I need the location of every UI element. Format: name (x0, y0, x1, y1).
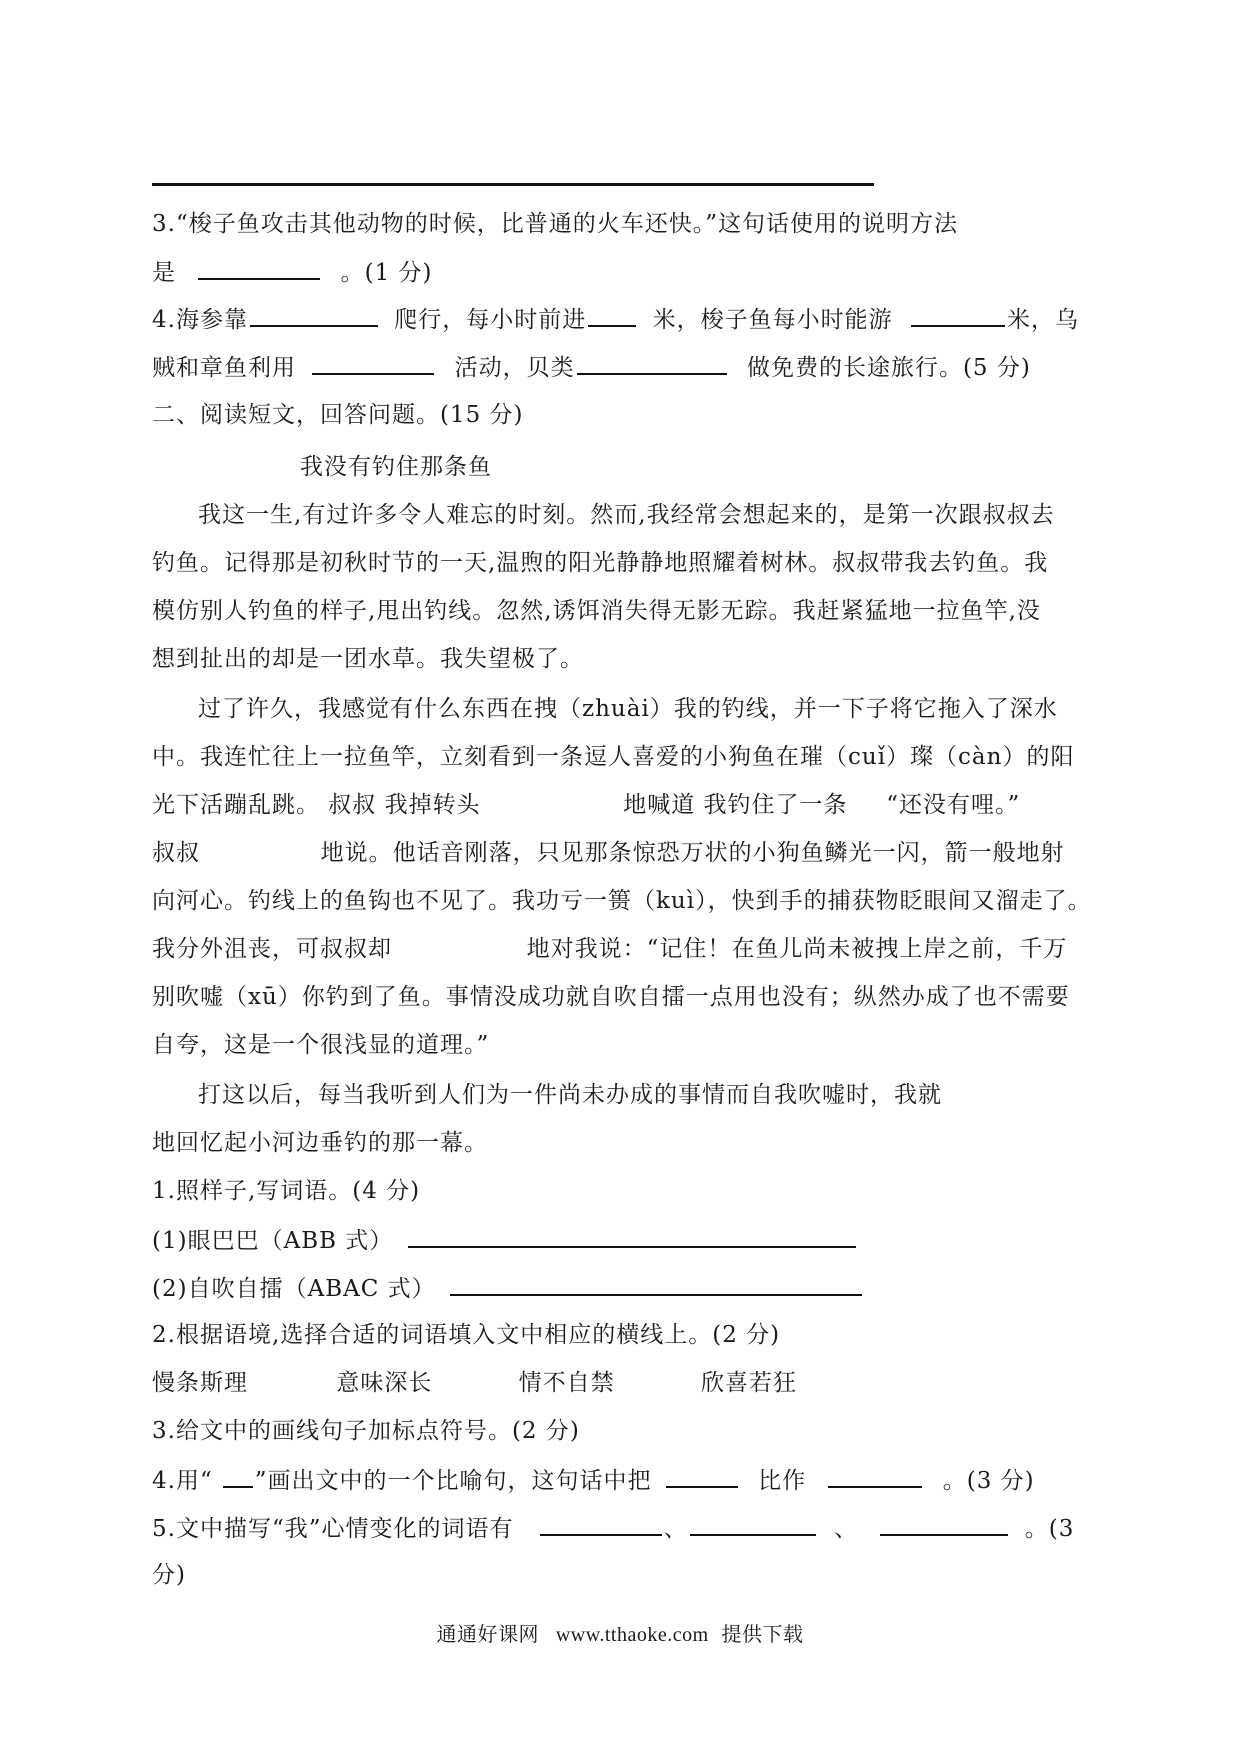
footer-site-name: 通通好课网 (436, 1622, 539, 1646)
question-2: 2.根据语境,选择合适的词语填入文中相应的横线上。(2 分) (152, 1322, 781, 1348)
footer-suffix: 提供下载 (721, 1622, 804, 1646)
q3-line1: 3.“梭子鱼攻击其他动物的时候，比普通的火车还快。”这句话使用的说明方法 (152, 211, 958, 237)
word-choice: 情不自禁 (518, 1370, 615, 1396)
para1-line3: 模仿别人钓鱼的样子,甩出钓线。忽然,诱饵消失得无影无踪。我赶紧猛地一拉鱼竿,没 (152, 598, 1041, 624)
question-1: 1.照样子,写词语。(4 分) (152, 1178, 421, 1204)
question-1a (152, 1224, 858, 1256)
word-choices (152, 1368, 797, 1398)
answer-blank[interactable] (666, 1464, 738, 1488)
page-footer (0, 1618, 1240, 1647)
answer-blank[interactable] (880, 1512, 1008, 1536)
question-5-a: 5.文中描写“我”心情变化的词语有 (152, 1516, 514, 1542)
para2-line7: 别吹嘘（xū）你钓到了鱼。事情没成功就自吹自擂一点用也没有；纵然办成了也不需要 (152, 984, 1070, 1010)
q4-part4: 米，乌 (1006, 307, 1079, 333)
question-5-sep1: 、 (663, 1516, 688, 1542)
para1-line4: 想到扯出的却是一团水草。我失望极了。 (152, 646, 584, 672)
q4-line2 (152, 351, 1031, 383)
para2-line2: 中。我连忙往上一拉鱼竿，立刻看到一条逗人喜爱的小狗鱼在璀（cuǐ）璨（càn）的阳 (152, 744, 1075, 770)
q3-post: 。(1 分) (340, 260, 433, 286)
answer-blank[interactable] (450, 1272, 862, 1296)
q3-line2 (152, 256, 433, 288)
question-4-a: 4.用“ (152, 1468, 213, 1494)
question-5-b: 。(3 (1024, 1516, 1075, 1542)
answer-blank[interactable] (198, 256, 320, 280)
q4-part6: 活动，贝类 (454, 355, 575, 381)
question-1b-label: (2)自吹自擂（ABAC 式） (152, 1276, 436, 1302)
answer-blank[interactable] (828, 1464, 922, 1488)
q4-part5: 贼和章鱼利用 (152, 355, 296, 381)
story-title: 我没有钓住那条鱼 (300, 454, 492, 480)
answer-blank[interactable] (408, 1224, 856, 1248)
para2-line3-a: 光下活蹦乱跳。 叔叔 我掉转头 (152, 792, 481, 818)
para2-line1: 过了许久，我感觉有什么东西在拽（zhuài）我的钓线，并一下子将它拖入了深水 (198, 696, 1058, 722)
answer-blank[interactable] (312, 351, 434, 375)
q4-part1: 4.海参靠 (152, 307, 248, 333)
para2-line6-b: 地对我说：“记住！在鱼儿尚未被拽上岸之前，千万 (526, 936, 1068, 962)
question-1a-label: (1)眼巴巴（ABB 式） (152, 1228, 394, 1254)
answer-blank[interactable] (540, 1512, 662, 1536)
para2-line3-c: “还没有哩。” (886, 792, 1021, 818)
para2-line5: 向河心。钓线上的鱼钩也不见了。我功亏一篑（kuì），快到手的捕获物眨眼间又溜走了。 (152, 888, 1092, 914)
word-choice: 欣喜若狂 (700, 1370, 797, 1396)
q4-part7: 做免费的长途旅行。(5 分) (746, 355, 1031, 381)
word-choice: 慢条斯理 (152, 1370, 248, 1396)
answer-blank[interactable] (588, 303, 636, 327)
underline-sample (223, 1464, 253, 1488)
q4-line1 (152, 303, 1079, 335)
answer-blank[interactable] (690, 1512, 816, 1536)
q3-pre: 是 (152, 260, 176, 286)
para2-line6 (152, 934, 1067, 964)
q4-part2: 爬行，每小时前进 (394, 307, 587, 333)
footer-url[interactable]: www.tthaoke.com (555, 1624, 709, 1646)
question-4 (152, 1464, 1035, 1496)
q4-part3: 米，梭子鱼每小时能游 (652, 307, 893, 333)
question-1b (152, 1272, 864, 1304)
question-5 (152, 1512, 1074, 1544)
section-heading: 二、阅读短文，回答问题。(15 分) (152, 402, 524, 428)
para2-line4-a: 叔叔 (152, 840, 200, 866)
para3-line2: 地回忆起小河边垂钓的那一幕。 (152, 1130, 488, 1156)
para2-line6-a: 我分外沮丧，可叔叔却 (152, 936, 392, 962)
question-4-b: ”画出文中的一个比喻句，这句话中把 (254, 1468, 652, 1494)
question-4-c: 比作 (758, 1468, 807, 1494)
para1-line1: 我这一生,有过许多令人难忘的时刻。然而,我经常会想起来的，是第一次跟叔叔去 (198, 502, 1055, 528)
top-rule (152, 183, 874, 186)
question-5-sep2: 、 (834, 1516, 859, 1542)
para2-line4 (152, 838, 1065, 868)
para2-line4-b: 地说。他话音刚落，只见那条惊恐万状的小狗鱼鳞光一闪，箭一般地射 (320, 840, 1065, 866)
para1-line2: 钓鱼。记得那是初秋时节的一天,温煦的阳光静静地照耀着树林。叔叔带我去钓鱼。我 (152, 550, 1049, 576)
answer-blank[interactable] (250, 303, 378, 327)
para2-line3-b: 地喊道 我钓住了一条 (623, 792, 848, 818)
para3-line1: 打这以后，每当我听到人们为一件尚未办成的事情而自我吹嘘时，我就 (198, 1082, 942, 1108)
question-4-d: 。(3 分) (942, 1468, 1035, 1494)
para2-line3 (152, 790, 1020, 820)
question-3: 3.给文中的画线句子加标点符号。(2 分) (152, 1418, 580, 1444)
answer-blank[interactable] (577, 351, 727, 375)
para2-line8: 自夸，这是一个很浅显的道理。” (152, 1032, 490, 1058)
question-5-cont: 分) (152, 1562, 186, 1588)
answer-blank[interactable] (911, 303, 1005, 327)
word-choice: 意味深长 (336, 1370, 433, 1396)
